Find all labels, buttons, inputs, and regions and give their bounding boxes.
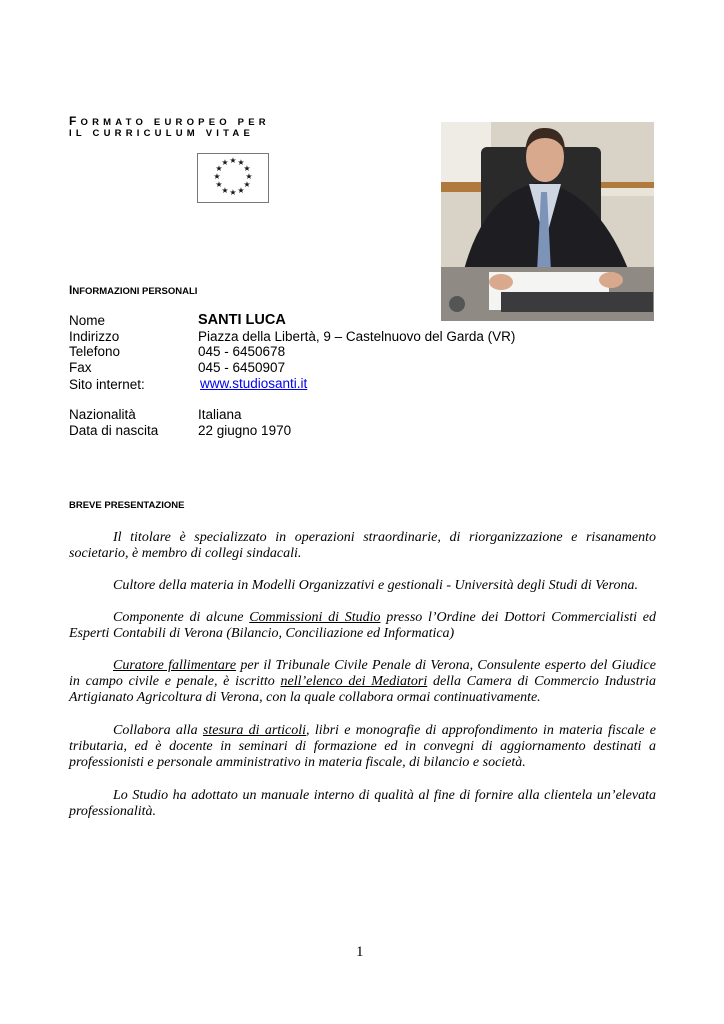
cv-title-line-1: FORMATO EUROPEO PER <box>69 114 270 128</box>
svg-text:★: ★ <box>229 188 237 197</box>
svg-text:★: ★ <box>245 172 253 181</box>
svg-text:★: ★ <box>243 180 251 189</box>
birthdate-value: 22 giugno 1970 <box>198 423 292 438</box>
eu-flag-logo <box>197 153 269 203</box>
fax-value: 045 - 6450907 <box>198 360 286 375</box>
website-label: Sito internet: <box>69 377 145 392</box>
nationality-label: Nazionalità <box>69 407 136 422</box>
svg-text:★: ★ <box>243 164 251 173</box>
nationality-value: Italiana <box>198 407 242 422</box>
fax-label: Fax <box>69 360 92 375</box>
presentation-paragraph-1: Il titolare è specializzato in operazioni straordinarie, di riorganizzazione e risanamento societario, è membro di collegi sindacali. <box>69 530 656 562</box>
presentation-paragraph-6: Lo Studio ha adottato un manuale interno di qualità al fine di fornire alla clientela un’elevata professionalità. <box>69 788 656 820</box>
presentation-paragraph-3: Componente di alcune Commissioni di Studio presso l’Ordine dei Dottori Commercialisti ed Esperti Contabili di Verona (Bilancio, Conciliazione ed Informatica) <box>69 610 657 642</box>
phone-value: 045 - 6450678 <box>198 344 286 359</box>
address-label: Indirizzo <box>69 329 120 344</box>
portrait-photo <box>441 122 654 321</box>
svg-text:★: ★ <box>215 164 223 173</box>
presentation-paragraph-4: Curatore fallimentare per il Tribunale Civile Penale di Verona, Consulente esperto del Giudice in campo civile e penale, è iscritto nell’elenco dei Mediatori della Camera di Commercio Industria Artigianato Agricoltura di Verona, con la quale collabora ormai continuativamente. <box>69 658 656 706</box>
svg-text:★: ★ <box>237 186 245 195</box>
svg-text:★: ★ <box>215 180 223 189</box>
cv-title-line-2: IL CURRICULUM VITAE <box>69 128 255 139</box>
presentation-paragraph-5: Collabora alla stesura di articoli, libri e monografie di approfondimento in materia fiscale e tributaria, ed è docente in seminari di formazione ed in convegni di aggiornamento destinati a professionisti e personale amministrativo in materia fiscale, di bilancio e società. <box>69 723 656 771</box>
svg-text:★: ★ <box>221 158 229 167</box>
page-number: 1 <box>356 944 364 960</box>
svg-text:★: ★ <box>221 186 229 195</box>
phone-label: Telefono <box>69 344 121 359</box>
svg-text:★: ★ <box>237 158 245 167</box>
svg-text:★: ★ <box>229 156 237 165</box>
name-value: SANTI LUCA <box>198 312 286 328</box>
address-value: Piazza della Libertà, 9 – Castelnuovo del Garda (VR) <box>198 329 516 344</box>
website-link[interactable]: www.studiosanti.it <box>200 376 308 391</box>
birthdate-label: Data di nascita <box>69 423 159 438</box>
svg-text:★: ★ <box>213 172 221 181</box>
presentation-heading: BREVE PRESENTAZIONE <box>69 500 185 511</box>
eu-stars-icon <box>198 154 268 202</box>
personal-info-heading: INFORMAZIONI PERSONALI <box>69 283 198 297</box>
presentation-paragraph-2: Cultore della materia in Modelli Organizzativi e gestionali - Università degli Studi di Verona. <box>113 578 638 593</box>
name-label: Nome <box>69 313 106 328</box>
